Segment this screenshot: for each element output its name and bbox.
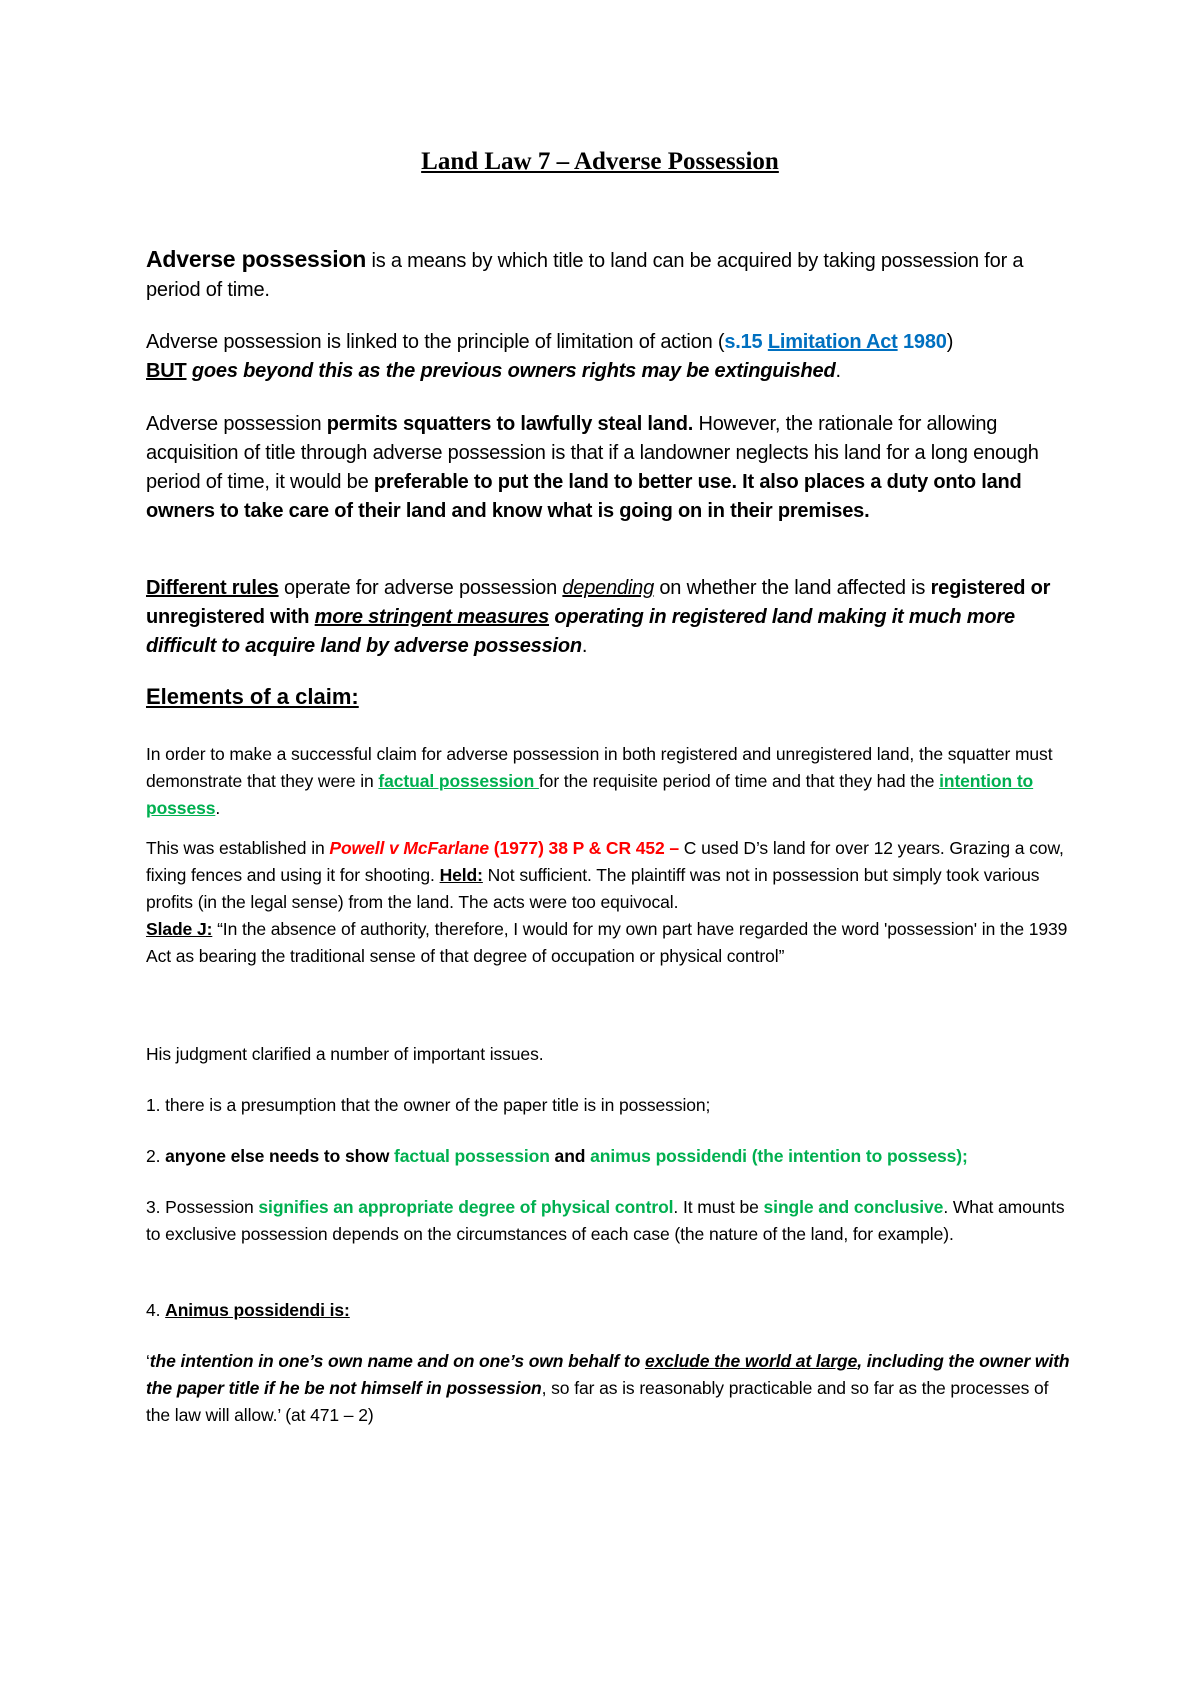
point-3-number: 3.	[146, 1197, 161, 1217]
depending-text: depending	[562, 577, 655, 599]
act-year: 1980	[902, 331, 947, 353]
limitation-text: Adverse possession is linked to the principle of limitation of action (	[146, 331, 725, 353]
rationale-text-2: However, the rationale for allowing acquisition of title through adverse possession is that if a landowner neglects his land for a long enough period of time, it would be	[146, 413, 1039, 493]
quote-text-1: the intention in one’s own name and on one’s own behalf to	[149, 1351, 645, 1371]
stringent-text: more stringent measures	[314, 606, 550, 628]
quote-text-2: , including the owner with the paper title if he be not himself in possession	[146, 1351, 1070, 1398]
point-2-text: anyone else needs to show	[160, 1146, 395, 1166]
period: .	[835, 360, 841, 382]
elements-heading: Elements of a claim:	[146, 684, 359, 709]
rules-bold: registered or unregistered with	[146, 577, 1051, 628]
intention-to-possess-text: intention to possess	[146, 771, 1034, 818]
powell-text-3: Not sufficient. The plaintiff was not in possession but simply took various profits (in the legal sense) from the land. The acts were too equivocal.	[146, 865, 1040, 912]
point-4	[146, 1297, 1076, 1324]
physical-control-term: signifies an appropriate degree of physical control	[258, 1197, 674, 1217]
case-citation: (1977) 38 P & CR 452 –	[489, 838, 680, 858]
rules-text-2: on whether the land affected is	[654, 577, 931, 599]
animus-possidendi-term: animus possidendi (the intention to possess);	[590, 1146, 968, 1166]
factual-possession-term: factual possession	[394, 1146, 550, 1166]
page-title: Land Law 7 – Adverse Possession	[421, 148, 779, 175]
factual-possession-text: factual possession	[378, 771, 539, 791]
limitation-act-link[interactable]: Limitation Act	[767, 331, 898, 353]
rules-paragraph	[146, 574, 1076, 661]
claim-text-2: for the requisite period of time and that they had the	[538, 771, 940, 791]
animus-quote	[146, 1348, 1076, 1429]
intro-text: is a means by which title to land can be acquired by taking possession for a period of time.	[146, 250, 1024, 301]
different-rules: Different rules	[146, 577, 279, 599]
point-3-text-3: . What amounts to exclusive possession depends on the circumstances of each case (the nature of the land, for example).	[146, 1197, 1065, 1244]
rules-italic: operating in registered land making it much more difficult to acquire land by adverse possession	[146, 606, 1015, 657]
point-2	[146, 1143, 1076, 1170]
but-text: BUT	[146, 360, 187, 382]
point-3-text-2: . It must be	[673, 1197, 764, 1217]
rationale-paragraph	[146, 410, 1076, 526]
period: .	[581, 635, 588, 657]
case-name: Powell v McFarlane	[329, 838, 490, 858]
intro-term: Adverse possession	[146, 246, 367, 272]
powell-text-2: C used D’s land for over 12 years. Grazing a cow, fixing fences and using it for shooting.	[146, 838, 1064, 885]
rationale-text-1: Adverse possession	[146, 413, 327, 435]
point-2-number: 2.	[146, 1146, 161, 1166]
section-ref: s.15	[724, 331, 763, 353]
rationale-bold-2: preferable to put the land to better use. It also places a duty onto land owners to take care of their land and know what is going on in their premises.	[146, 471, 1022, 522]
rules-text-1: operate for adverse possession	[278, 577, 563, 599]
powell-text-1: This was established in	[146, 838, 330, 858]
animus-label: Animus possidendi is:	[165, 1300, 350, 1320]
limitation-paragraph	[146, 328, 1076, 386]
held-label: Held:	[439, 865, 483, 885]
point-1: 1. there is a presumption that the owner of the paper title is in possession;	[146, 1095, 711, 1115]
limitation-close: )	[946, 331, 954, 353]
point-3-text-1: Possession	[160, 1197, 259, 1217]
intro-paragraph	[146, 245, 1076, 305]
point-3	[146, 1194, 1076, 1248]
judgment-intro: His judgment clarified a number of important issues.	[146, 1044, 544, 1064]
rationale-bold-1: permits squatters to lawfully steal land.	[326, 413, 694, 435]
exclude-world-text: exclude the world at large	[644, 1351, 858, 1371]
claim-paragraph	[146, 741, 1076, 822]
extinguished-text: goes beyond this as the previous owners rights may be extinguished	[186, 360, 836, 382]
quote-text-3: , so far as is reasonably practicable and so far as the processes of the law will allow.’ (at 471 – 2)	[146, 1378, 1049, 1425]
single-conclusive-term: single and conclusive	[763, 1197, 944, 1217]
powell-paragraph	[146, 835, 1076, 970]
judge-label: Slade J:	[146, 919, 213, 939]
judge-quote: “In the absence of authority, therefore, I would for my own part have regarded the word 'possession' in the 1939 Act as bearing the traditional sense of that degree of occupation or physical control”	[146, 919, 1068, 966]
period: .	[215, 798, 221, 818]
quote-open: ‘	[146, 1351, 150, 1371]
and-text: and	[549, 1146, 591, 1166]
point-4-number: 4.	[146, 1300, 166, 1320]
claim-text-1: In order to make a successful claim for adverse possession in both registered and unregistered land, the squatter must demonstrate that they were in	[146, 744, 1053, 791]
